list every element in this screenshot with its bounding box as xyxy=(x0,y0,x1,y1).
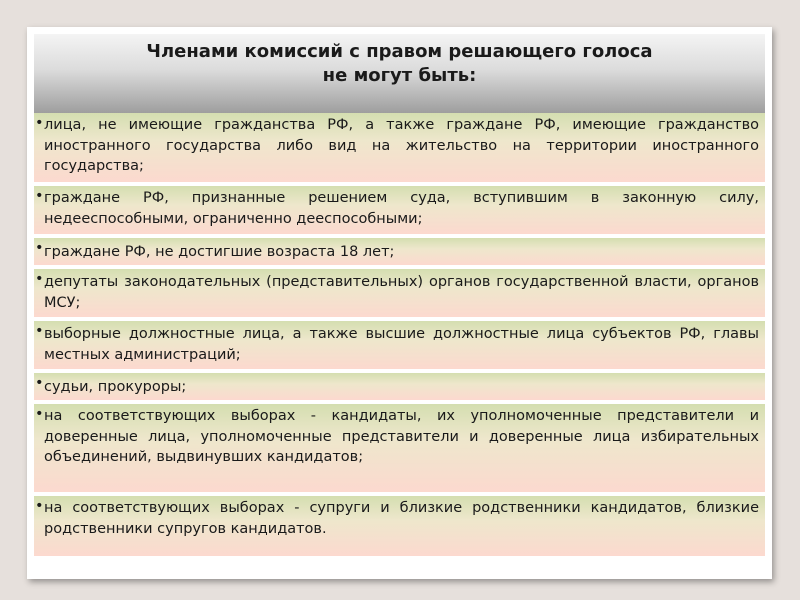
list-item xyxy=(34,496,765,556)
bullet-icon: • xyxy=(35,271,44,287)
list-item xyxy=(34,404,765,492)
list-item-text: на соответствующих выборах - кандидаты, их уполномоченные представители и доверенные лица, уполномоченные представители и доверенные лица избирательных объединений, выдвинувших кандидатов; xyxy=(44,408,759,465)
bullet-icon: • xyxy=(35,406,44,422)
list-item-text: выборные должностные лица, а также высшие должностные лица субъектов РФ, главы местных администраций; xyxy=(44,326,759,363)
list-item-text: лица, не имеющие гражданства РФ, а также граждане РФ, имеющие гражданство иностранного государства либо вид на жительство на территории иностранного государства; xyxy=(44,117,759,174)
bullet-icon: • xyxy=(35,323,44,339)
list-item xyxy=(34,269,765,317)
slide-title xyxy=(34,40,765,88)
bullet-icon: • xyxy=(35,188,44,204)
list-item xyxy=(34,373,765,400)
list-item xyxy=(34,238,765,265)
list-item-text: на соответствующих выборах - супруги и близкие родственники кандидатов, близкие родственники супругов кандидатов. xyxy=(44,500,759,537)
title-line-1: Членами комиссий с правом решающего голоса xyxy=(146,41,653,62)
bullet-icon: • xyxy=(35,115,44,131)
list-item xyxy=(34,113,765,182)
list-item-text: граждане РФ, признанные решением суда, вступившим в законную силу, недееспособными, ограниченно дееспособными; xyxy=(44,190,759,227)
list-item xyxy=(34,186,765,234)
list-item-text: судьи, прокуроры; xyxy=(44,379,187,395)
list-item xyxy=(34,321,765,369)
title-line-2: не могут быть: xyxy=(322,65,477,86)
list-item-text: депутаты законодательных (представительных) органов государственной власти, органов МСУ; xyxy=(44,274,759,311)
list-item-text: граждане РФ, не достигшие возраста 18 лет; xyxy=(44,244,395,260)
bullet-icon: • xyxy=(35,375,44,391)
bullet-icon: • xyxy=(35,498,44,514)
bullet-icon: • xyxy=(35,240,44,256)
